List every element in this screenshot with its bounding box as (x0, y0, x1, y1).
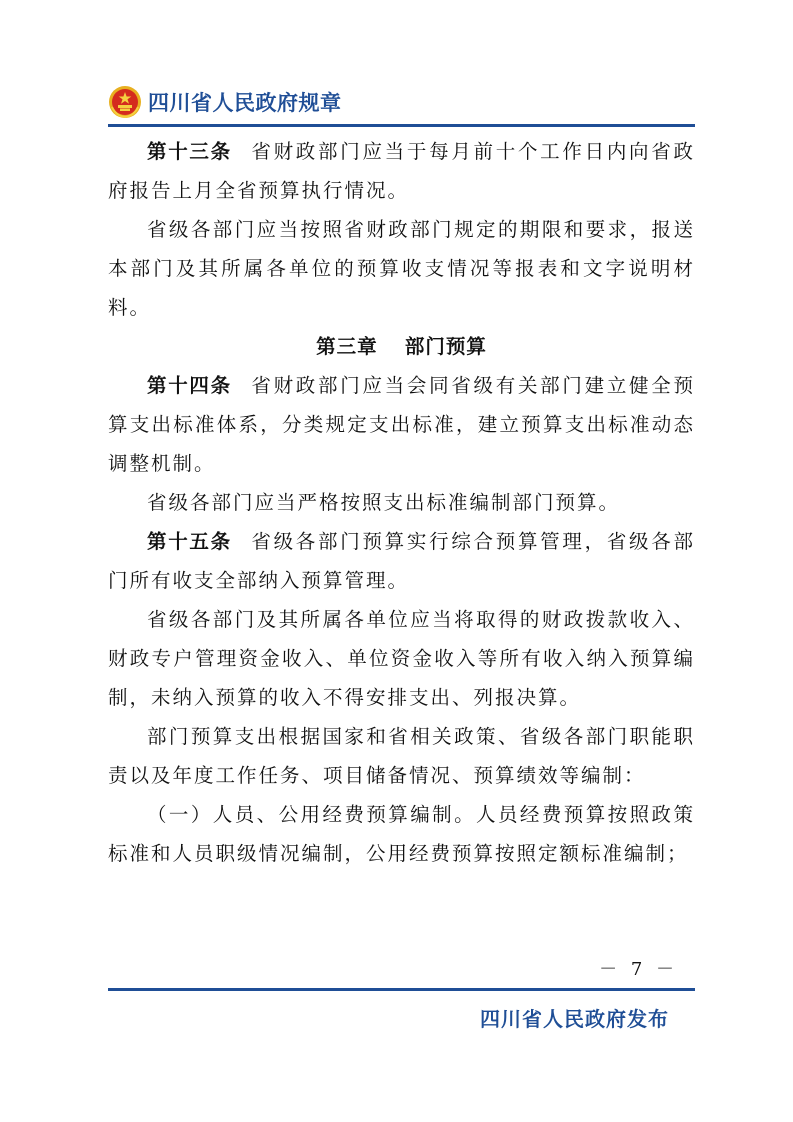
article-15-text: 省级各部门预算实行综合预算管理，省级各部门所有收支全部纳入预算管理。 (108, 530, 695, 592)
header-title: 四川省人民政府规章 (148, 91, 342, 115)
article-13-text: 省财政部门应当于每月前十个工作日内向省政府报告上月全省预算执行情况。 (108, 140, 695, 202)
national-emblem-icon (108, 85, 142, 119)
article-13-paragraph-2: 省级各部门应当按照省财政部门规定的期限和要求，报送本部门及其所属各单位的预算收支情况等报表和文字说明材料。 (108, 218, 695, 319)
article-15-paragraph-3: 部门预算支出根据国家和省相关政策、省级各部门职能职责以及年度工作任务、项目储备情况、预算绩效等编制： (108, 725, 695, 787)
article-15-paragraph (108, 522, 695, 600)
article-13-label: 第十三条 (147, 140, 232, 163)
article-15-item-1: （一）人员、公用经费预算编制。人员经费预算按照政策标准和人员职级情况编制，公用经费预算按照定额标准编制； (108, 803, 695, 865)
document-body (108, 132, 695, 873)
chapter-title: 部门预算 (404, 335, 487, 358)
chapter-number: 第三章 (316, 335, 378, 358)
article-14-text: 省财政部门应当会同省级有关部门建立健全预算支出标准体系，分类规定支出标准，建立预算支出标准动态调整机制。 (108, 374, 695, 475)
article-14-label: 第十四条 (147, 374, 232, 397)
article-13-paragraph (108, 132, 695, 210)
page-number: － 7 － (599, 959, 678, 980)
article-15-label: 第十五条 (147, 530, 232, 553)
article-14-paragraph-2: 省级各部门应当严格按照支出标准编制部门预算。 (147, 491, 621, 514)
article-14-paragraph (108, 366, 695, 483)
header-rule (108, 124, 695, 127)
article-15-paragraph-2: 省级各部门及其所属各单位应当将取得的财政拨款收入、财政专户管理资金收入、单位资金收入等所有收入纳入预算编制，未纳入预算的收入不得安排支出、列报决算。 (108, 608, 695, 709)
footer-rule (108, 988, 695, 991)
footer-title: 四川省人民政府发布 (480, 1007, 669, 1031)
page-header (108, 82, 342, 122)
chapter-heading (108, 327, 695, 366)
